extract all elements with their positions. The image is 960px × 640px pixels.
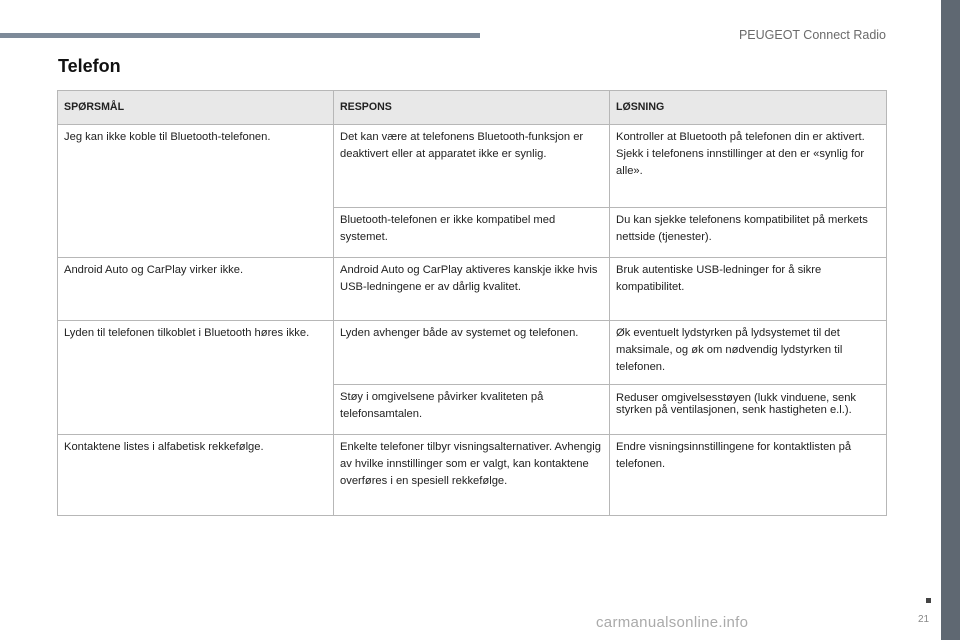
table-row	[58, 208, 887, 258]
solution-cell: Reduser omgivelsesstøyen (lukk vinduene, senk styrken på ventilasjonen, senk hastigheten e.l.).	[610, 385, 887, 435]
table-header-row	[58, 91, 887, 125]
faq-table	[57, 90, 887, 516]
bullet-marker	[926, 598, 931, 603]
header-response: RESPONS	[334, 91, 610, 125]
question-cell: Kontaktene listes i alfabetisk rekkefølge.	[58, 435, 334, 516]
question-cell: Android Auto og CarPlay virker ikke.	[58, 258, 334, 321]
response-cell: Android Auto og CarPlay aktiveres kanskje ikke hvis USB-ledningene er av dårlig kvalitet.	[334, 258, 610, 321]
question-cell: Jeg kan ikke koble til Bluetooth-telefonen.	[58, 125, 334, 208]
header-solution: LØSNING	[610, 91, 887, 125]
side-bar	[941, 0, 960, 640]
response-cell: Det kan være at telefonens Bluetooth-funksjon er deaktivert eller at apparatet ikke er synlig.	[334, 125, 610, 208]
table-row	[58, 385, 887, 435]
brand-header: PEUGEOT Connect Radio	[738, 28, 886, 42]
header-question: SPØRSMÅL	[58, 91, 334, 125]
question-cell	[58, 385, 334, 435]
response-cell: Bluetooth-telefonen er ikke kompatibel med systemet.	[334, 208, 610, 258]
response-cell: Enkelte telefoner tilbyr visningsalternativer. Avhengig av hvilke innstillinger som er valgt, kan kontaktene overføres i en spesiell rekkefølge.	[334, 435, 610, 516]
page-title: Telefon	[58, 56, 121, 76]
header-rule	[0, 33, 480, 38]
table-row	[58, 125, 887, 208]
response-cell: Lyden avhenger både av systemet og telefonen.	[334, 321, 610, 385]
question-cell: Lyden til telefonen tilkoblet i Bluetooth høres ikke.	[58, 321, 334, 385]
question-cell	[58, 208, 334, 258]
table-row	[58, 435, 887, 516]
table-row	[58, 321, 887, 385]
solution-cell: Bruk autentiske USB-ledninger for å sikre kompatibilitet.	[610, 258, 887, 321]
page-number: 21	[918, 614, 930, 625]
response-cell: Støy i omgivelsene påvirker kvaliteten på telefonsamtalen.	[334, 385, 610, 435]
solution-cell: Øk eventuelt lydstyrken på lydsystemet til det maksimale, og øk om nødvendig lydstyrken til telefonen.	[610, 321, 887, 385]
watermark: carmanualsonline.info	[596, 614, 749, 631]
solution-cell: Endre visningsinnstillingene for kontaktlisten på telefonen.	[610, 435, 887, 516]
solution-cell: Kontroller at Bluetooth på telefonen din er aktivert. Sjekk i telefonens innstillinger at den er «synlig for alle».	[610, 125, 887, 208]
table-row	[58, 258, 887, 321]
solution-cell: Du kan sjekke telefonens kompatibilitet på merkets nettside (tjenester).	[610, 208, 887, 258]
